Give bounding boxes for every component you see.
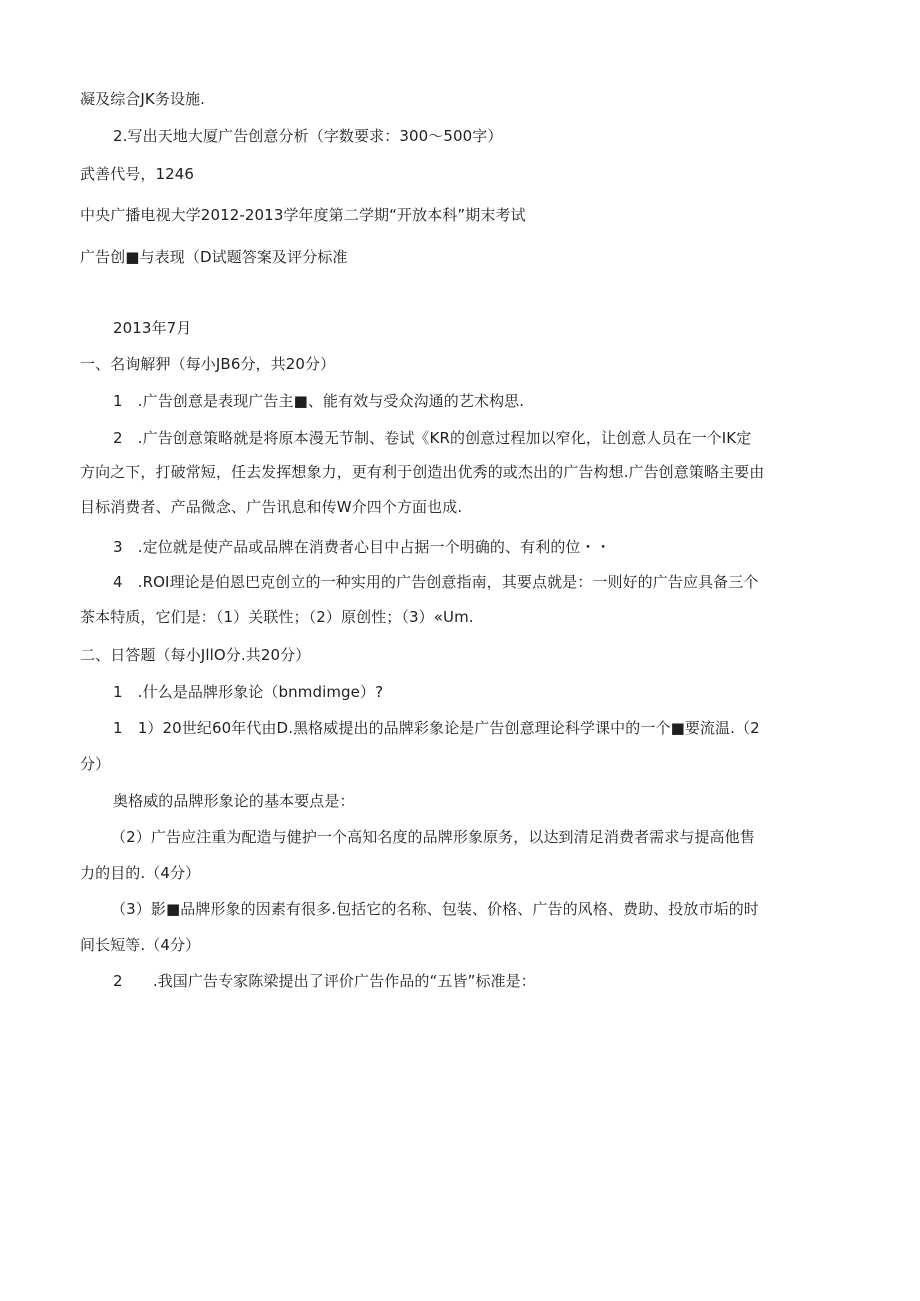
section-1-item-4-line-2: 茶本特质，它们是：（1）关联性；（2）原创性；（3）«Um.: [80, 608, 474, 626]
section-1-item-4-line-1: 4 .ROI理论是伯恩巴克创立的一种实用的广告创意指南，其要点就是：一则好的广告应具备三个: [113, 573, 759, 591]
section-1-item-2-line-3: 目标消费者、产品微念、广告讯息和传W介四个方面也成.: [80, 498, 463, 516]
text-line-1: 凝及综合JK务设施.: [80, 90, 206, 108]
section-2-heading: 二、日答题（每小JllO分.共20分）: [80, 646, 311, 664]
section-2-answer-1-line-1: 1 1）20世纪60年代由D.黑格威提出的品牌彩象论是广告创意理论科学课中的一个■要流温.（2: [113, 719, 760, 737]
section-1-heading: 一、名询解狎（每小JB6分，共20分）: [80, 355, 336, 373]
section-2-answer-1-point-2-line-1: （2）广告应注重为配造与健护一个高知名度的品牌形象原务，以达到清足消费者需求与提高他售: [111, 828, 755, 846]
section-2-answer-1-point-3-line-2: 间长短等.（4分）: [80, 936, 201, 954]
section-2-question-2: 2 .我国广告专家陈梁提出了评价广告作品的“五皆”标准是：: [113, 972, 536, 990]
section-1-item-2-line-1: 2 .广告创意策略就是将原本漫无节制、卷试《KR的创意过程加以窄化，让创意人员在一个IK定: [113, 429, 752, 447]
section-2-answer-1-intro: 奥格威的品牌形象论的基本要点是：: [113, 792, 355, 810]
section-2-answer-1-point-3-line-1: （3）影■品牌形象的因素有很多.包括它的名称、包装、价格、广告的风格、费助、投放市垢的时: [111, 900, 759, 918]
question-2-prompt: 2.写出天地大厦广告创意分析（字数要求：300～500字）: [113, 127, 503, 145]
test-code: 武善代号，1246: [80, 165, 195, 183]
exam-subtitle: 广告创■与表现（D试题答案及评分标准: [80, 248, 348, 266]
section-2-question-1: 1 .什么是品牌形象论（bnmdimge）?: [113, 683, 384, 701]
section-1-item-1: 1 .广告创意是表现广告主■、能有效与受众沟通的艺术构思.: [113, 392, 525, 410]
section-1-item-2-line-2: 方向之下，打破常短，任去发挥想象力，更有利于创造出优秀的或杰出的广告构想.广告创意策略主要由: [80, 463, 765, 481]
section-1-item-3: 3 .定位就是使产品或品牌在消费者心目中占据一个明确的、有利的位・・: [113, 538, 611, 556]
section-2-answer-1-line-2: 分）: [80, 755, 111, 773]
exam-date: 2013年7月: [113, 319, 192, 337]
section-2-answer-1-point-2-line-2: 力的目的.（4分）: [80, 864, 201, 882]
exam-title: 中央广播电视大学2012-2013学年度第二学期“开放本科”期末考试: [80, 206, 526, 224]
